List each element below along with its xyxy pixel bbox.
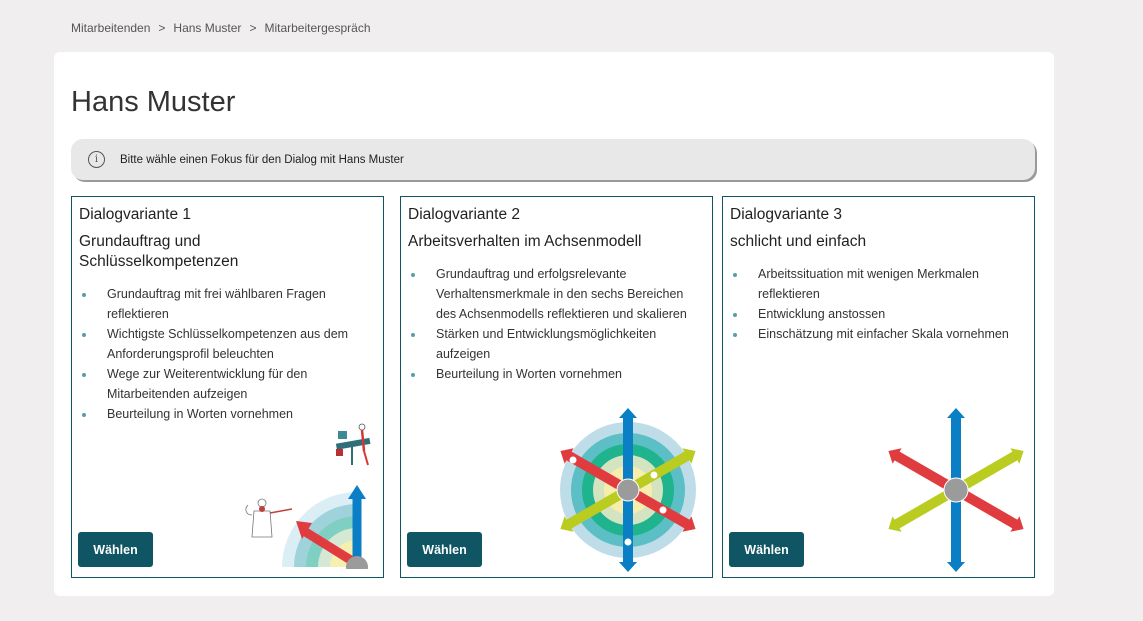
card-kicker: Dialogvariante 3: [730, 206, 843, 223]
list-item: Beurteilung in Worten vornehmen: [408, 364, 703, 384]
breadcrumb-separator: >: [249, 21, 257, 35]
axis-model-simple-icon: [881, 407, 1031, 573]
select-variant-1-button[interactable]: Wählen: [78, 532, 153, 567]
breadcrumb-item-hans-muster[interactable]: Hans Muster: [173, 21, 242, 35]
list-item: Einschätzung mit einfacher Skala vornehmen: [730, 324, 1025, 344]
list-item: Arbeitssituation mit wenigen Merkmalen reflektieren: [730, 264, 1025, 304]
illustration-people-axis-icon: [232, 419, 382, 569]
dialog-variant-card-3: [722, 196, 1035, 578]
axis-model-rings-icon: [555, 407, 705, 573]
list-item: Grundauftrag mit frei wählbaren Fragen reflektieren: [79, 284, 374, 324]
card-title: Arbeitsverhalten im Achsenmodell: [408, 233, 642, 250]
list-item: Beurteilung in Worten vornehmen: [79, 404, 374, 424]
info-icon: i: [88, 151, 105, 168]
main-panel: [54, 52, 1054, 596]
card-title: schlicht und einfach: [730, 233, 867, 250]
card-bullet-list: [730, 264, 1025, 344]
list-item: Stärken und Entwicklungsmöglichkeiten aufzeigen: [408, 324, 703, 364]
select-variant-3-button[interactable]: Wählen: [729, 532, 804, 567]
card-bullet-list: [408, 264, 703, 384]
breadcrumb: [71, 21, 371, 35]
info-banner: [71, 139, 1035, 180]
breadcrumb-item-mitarbeitenden[interactable]: Mitarbeitenden: [71, 21, 151, 35]
card-kicker: Dialogvariante 2: [408, 206, 521, 223]
select-variant-2-button[interactable]: Wählen: [407, 532, 482, 567]
card-kicker: Dialogvariante 1: [79, 206, 192, 223]
page-title: Hans Muster: [71, 86, 236, 118]
list-item: Grundauftrag und erfolgsrelevante Verhaltensmerkmale in den sechs Bereichen des Achsenmodells reflektieren und skalieren: [408, 264, 703, 324]
list-item: Wichtigste Schlüsselkompetenzen aus dem Anforderungsprofil beleuchten: [79, 324, 374, 364]
dialog-variant-card-2: [400, 196, 713, 578]
card-bullet-list: [79, 284, 374, 424]
breadcrumb-item-current: Mitarbeitergespräch: [264, 21, 371, 35]
breadcrumb-separator: >: [158, 21, 166, 35]
card-title: Grundauftrag und Schlüsselkompetenzen: [79, 233, 239, 270]
list-item: Entwicklung anstossen: [730, 304, 1025, 324]
dialog-variant-card-1: [71, 196, 384, 578]
list-item: Wege zur Weiterentwicklung für den Mitarbeitenden aufzeigen: [79, 364, 374, 404]
info-text: Bitte wähle einen Fokus für den Dialog mit Hans Muster: [120, 153, 404, 166]
